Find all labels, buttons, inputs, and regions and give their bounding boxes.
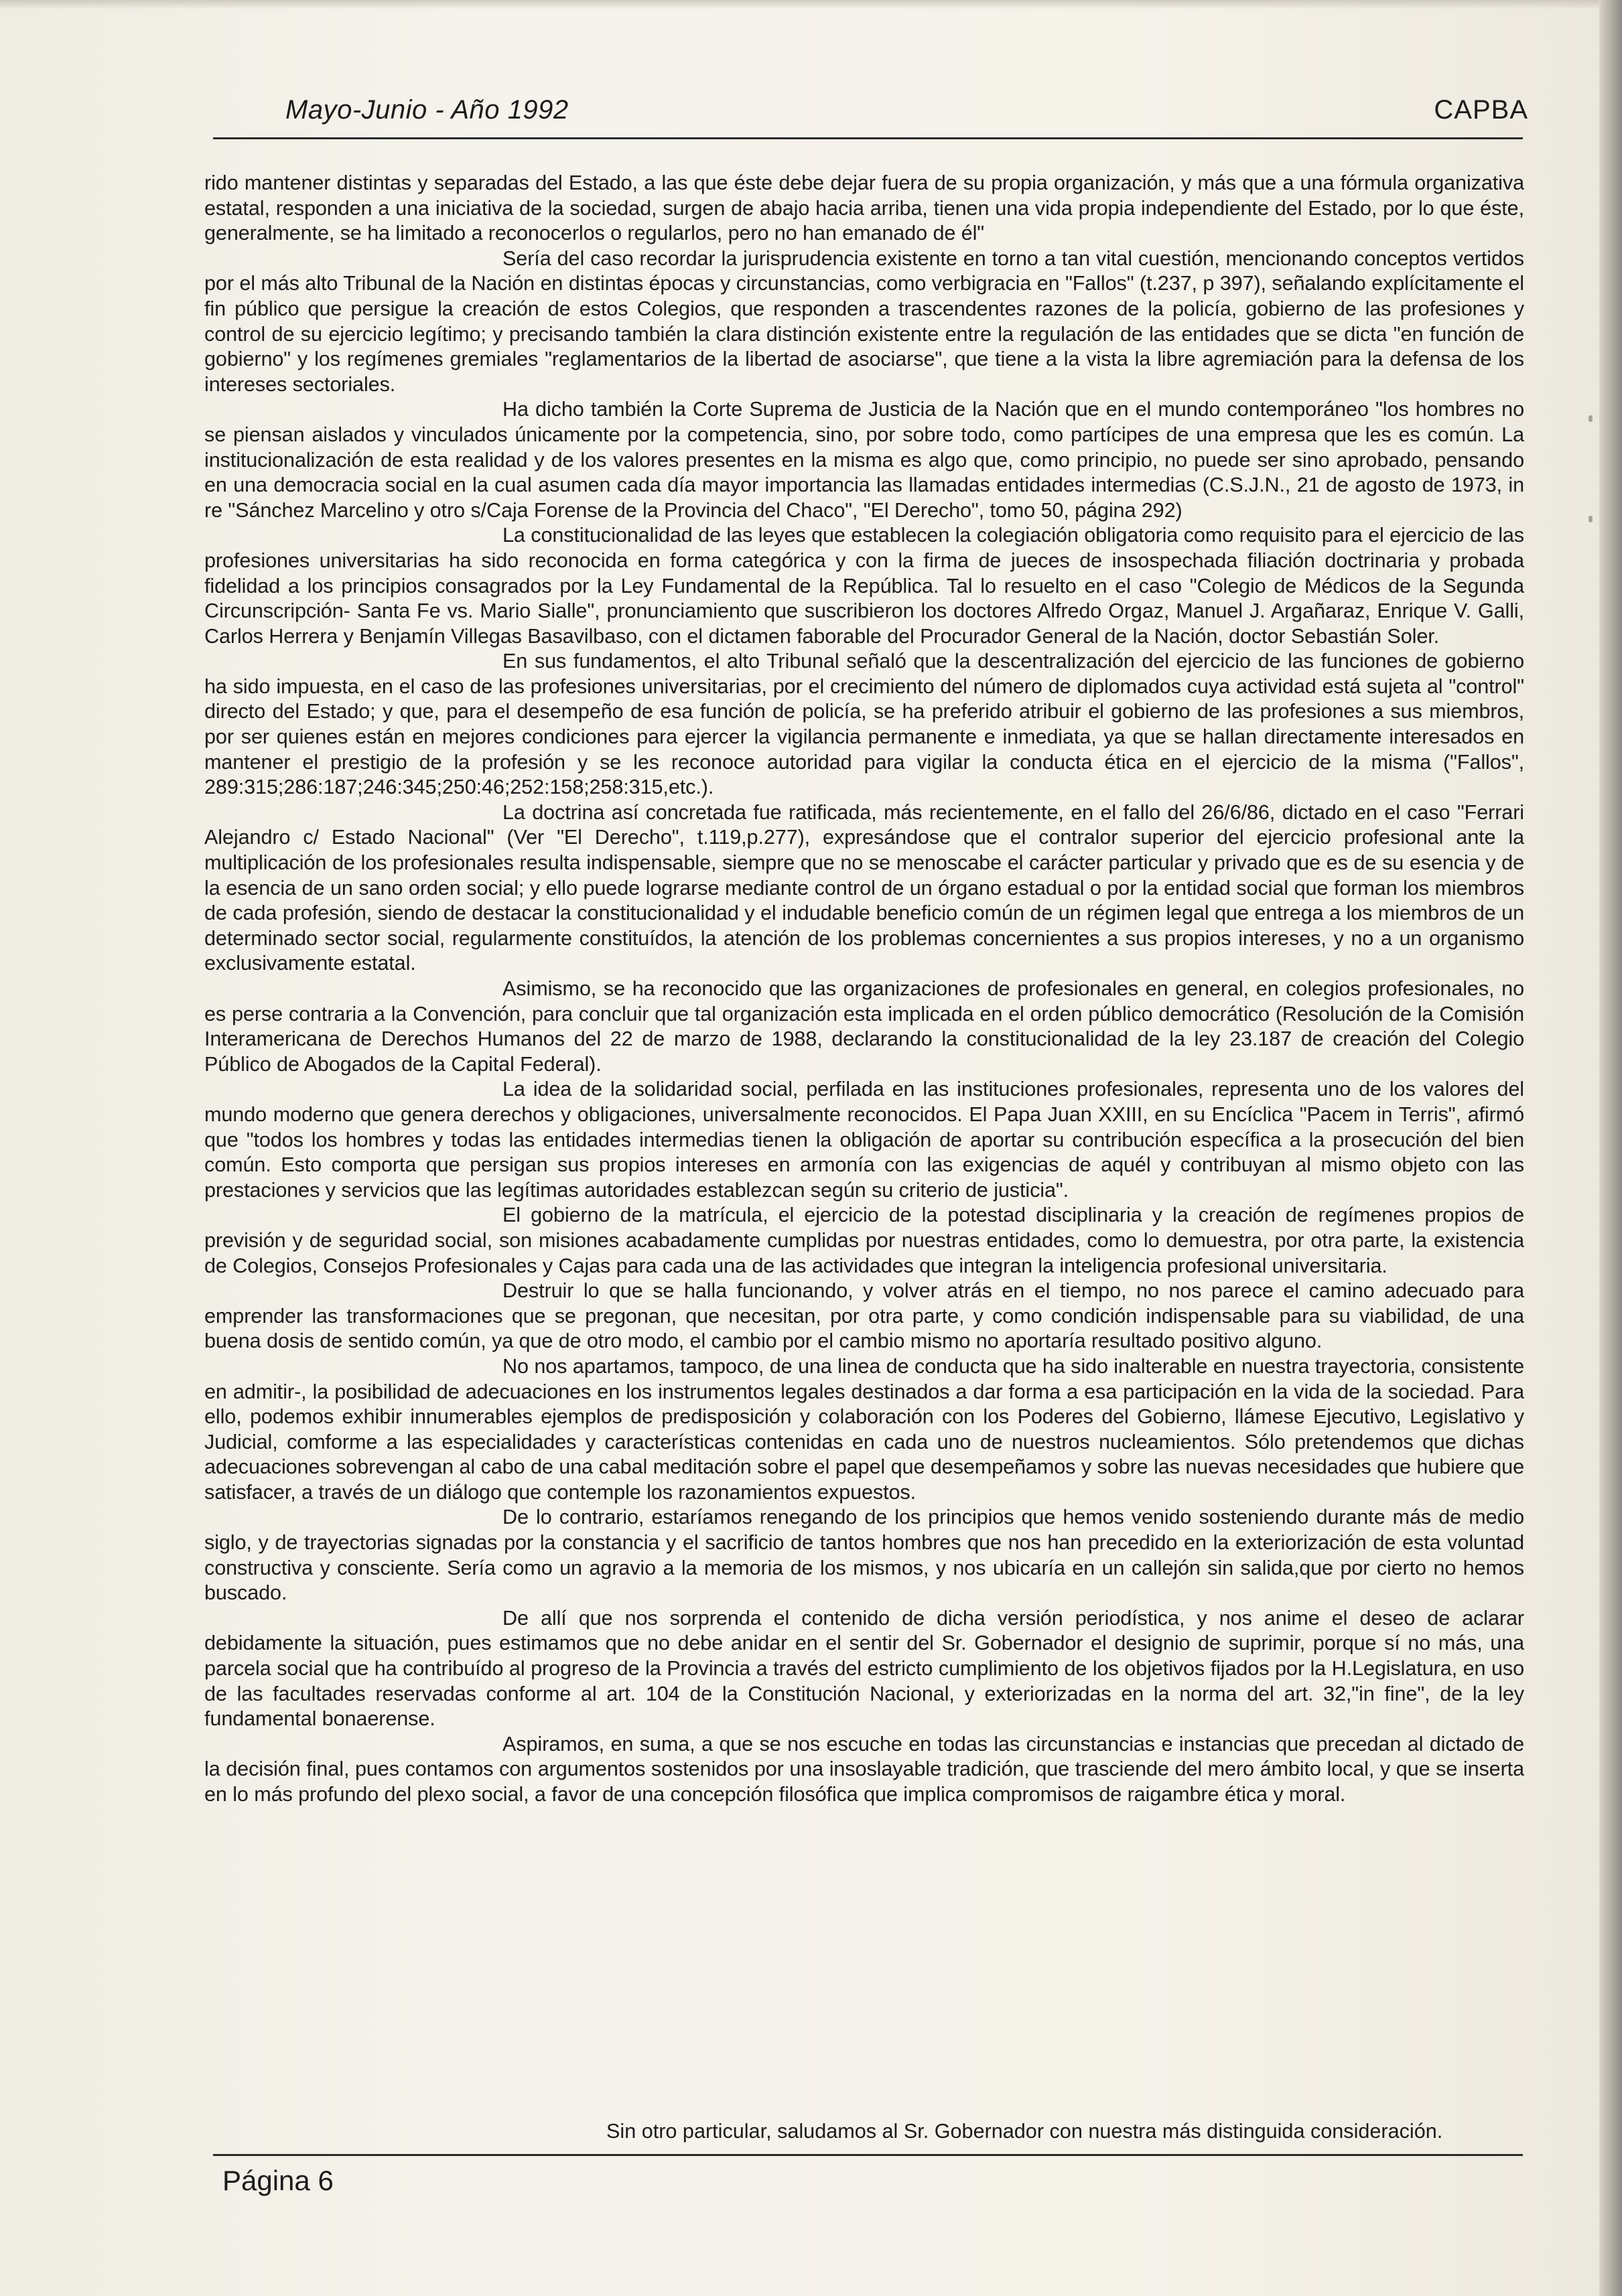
scan-mark <box>1589 415 1593 422</box>
paragraph: Aspiramos, en suma, a que se nos escuche en todas las circunstancias e instancias que precedan al dictado de la decisión final, pues contamos con argumentos sostenidos por una insoslayable tradición, que trasciende del mero ámbito local, y que se inserta en lo más profundo del plexo social, a favor de una concepción filosófica que implica compromisos de raigambre ética y moral. <box>204 1732 1524 1806</box>
paragraph: De lo contrario, estaríamos renegando de los principios que hemos venido sosteniendo durante más de medio siglo, y de trayectorias signadas por la constancia y el sacrificio de tantos hombres que nos han precedido en la exteriorización de esta voluntad constructiva y consciente. Sería como un agravio a la memoria de los mismos, y nos ubicaría en un callejón sin salida,que por cierto no hemos buscado. <box>204 1506 1524 1605</box>
scan-right-edge <box>1599 0 1622 2296</box>
header-org: CAPBA <box>1434 95 1528 125</box>
paragraph: rido mantener distintas y separadas del Estado, a las que éste debe dejar fuera de su propia organización, y más que a una fórmula organizativa estatal, responden a una iniciativa de la sociedad, surgen de abajo hacia arriba, tienen una vida propia independiente del Estado, por lo que éste, generalmente, se ha limitado a reconocerlos o regularlos, pero no han emanado de él" <box>204 171 1524 245</box>
paragraph: En sus fundamentos, el alto Tribunal señaló que la descentralización del ejercicio de las funciones de gobierno ha sido impuesta, en el caso de las profesiones universitarias, por el crecimiento del número de diplomados cuya actividad está sujeta al "control" directo del Estado; y que, para el desempeño de esa función de policía, se ha preferido atribuir el gobierno de las profesiones a sus miembros, por ser quienes están en mejores condiciones para ejercer la vigilancia permanente e inmediata, ya que se hallan directamente interesados en mantener el prestigio de la profesión y se les reconoce autoridad para vigilar la conducta ética en el ejercicio de la misma ("Fallos", 289:315;286:187;246:345;250:46;252:158;258:315,etc.). <box>204 650 1524 799</box>
paragraph: Destruir lo que se halla funcionando, y volver atrás en el tiempo, no nos parece el camino adecuado para emprender las transformaciones que se pregonan, que necesitan, por otra parte, y como condición indispensable para su viabilidad, de una buena dosis de sentido común, ya que de otro modo, el cambio por el cambio mismo no aportaría resultado positivo alguno. <box>204 1279 1524 1353</box>
paragraph: La constitucionalidad de las leyes que establecen la colegiación obligatoria como requisito para el ejercicio de las profesiones universitarias ha sido reconocida en forma categórica y con la firma de jueces de insospechada filiación doctrinaria y probada fidelidad a los principios consagrados por la Ley Fundamental de la República. Tal lo resuelto en el caso "Colegio de Médicos de la Segunda Circunscripción- Santa Fe vs. Mario Sialle", pronunciamiento que suscribieron los doctores Alfredo Orgaz, Manuel J. Argañaraz, Enrique V. Galli, Carlos Herrera y Benjamín Villegas Basavilbaso, con el dictamen faborable del Procurador General de la Nación, doctor Sebastián Soler. <box>204 524 1524 648</box>
scan-top-edge <box>0 0 1622 9</box>
paragraph: El gobierno de la matrícula, el ejercicio de la potestad disciplinaria y la creación de regímenes propios de previsión y de seguridad social, son misiones acabadamente cumplidas por nuestras entidades, como lo demuestra, por otra parte, la existencia de Colegios, Consejos Profesionales y Cajas para cada una de las actividades que integran la inteligencia profesional universitaria. <box>204 1204 1524 1277</box>
paragraph: La idea de la solidaridad social, perfilada en las instituciones profesionales, representa uno de los valores del mundo moderno que genera derechos y obligaciones, universalmente reconocidos. El Papa Juan XXIII, en su Encíclica "Pacem in Terris", afirmó que "todos los hombres y todas las entidades intermedias tienen la obligación de aportar su contribución específica a la prosecución del bien común. Esto comporta que persigan sus propios intereses en armonía con las exigencias de aquél y contribuyan al mismo objeto con las prestaciones y servicios que las legítimas autoridades establezcan según su criterio de justicia". <box>204 1078 1524 1202</box>
scan-mark <box>1589 516 1593 522</box>
page-number: Página 6 <box>222 2165 334 2196</box>
header-rule <box>213 137 1523 139</box>
paragraph: De allí que nos sorprenda el contenido de dicha versión periodística, y nos anime el deseo de aclarar debidamente la situación, pues estimamos que no debe anidar en el sentir del Sr. Gobernador el designio de suprimir, porque sí no más, una parcela social que ha contribuído al progreso de la Provincia a través del estricto cumplimiento de los objetivos fijados por la H.Legislatura, en uso de las facultades reservadas conforme al art. 104 de la Constitución Nacional, y exteriorizadas en la norma del art. 32,"in fine", de la ley fundamental bonaerense. <box>204 1606 1524 1731</box>
paragraph: Asimismo, se ha reconocido que las organizaciones de profesionales en general, en colegios profesionales, no es perse contraria a la Convención, para concluir que tal organización esta implicada en el orden público democrático (Resolución de la Comisión Interamericana de Derechos Humanos del 22 de marzo de 1988, declarando la constitucionalidad de la ley 23.187 de creación del Colegio Público de Abogados de la Capital Federal). <box>204 977 1524 1076</box>
paragraph: La doctrina así concretada fue ratificada, más recientemente, en el fallo del 26/6/86, dictado en el caso "Ferrari Alejandro c/ Estado Nacional" (Ver "El Derecho", t.119,p.277), expresándose que el contralor superior del ejercicio profesional ante la multiplicación de los profesionales resulta indispensable, siempre que no se menoscabe el carácter particular y privado que es de su esencia y de la esencia de un sano orden social; y ello puede lograrse mediante control de un órgano estadual o por la entidad social que forman los miembros de cada profesión, siendo de destacar la constitucionalidad y el indudable beneficio común de un régimen legal que entrega a los miembros de un determinado sector social, regularmente constituídos, la atención de los problemas concernientes a sus propios intereses, y no a un organismo exclusivamente estatal. <box>204 800 1524 975</box>
paragraph: Ha dicho también la Corte Suprema de Justicia de la Nación que en el mundo contemporáneo "los hombres no se piensan aislados y vinculados únicamente por la competencia, sino, por sobre todo, como partícipes de una empresa que les es común. La institucionalización de esta realidad y de los valores presentes en la misma es algo que, como principio, no puede ser sino aprobado, pensando en una democracia social en la cual asumen cada día mayor importancia las llamadas entidades intermedias (C.S.J.N., 21 de agosto de 1973, in re "Sánchez Marcelino y otro s/Caja Forense de la Provincia del Chaco", "El Derecho", tomo 50, página 292) <box>204 398 1524 522</box>
paragraph: No nos apartamos, tampoco, de una linea de conducta que ha sido inalterable en nuestra trayectoria, consistente en admitir-, la posibilidad de adecuaciones en los instrumentos legales destinados a dar forma a esa participación en la vida de la sociedad. Para ello, podemos exhibir innumerables ejemplos de predisposición y colaboración con los Poderes del Gobierno, llámese Ejecutivo, Legislativo y Judicial, comforme a las especialidades y características contenidas en cada uno de nuestros nucleamientos. Sólo pretendemos que dichas adecuaciones sobrevengan al cabo de una cabal meditación sobre el papel que desempeñamos y sobre las nuevas necesidades que hubiere que satisfacer, a través de un diálogo que contemple los razonamientos expuestos. <box>204 1354 1524 1504</box>
closing-line: Sin otro particular, saludamos al Sr. Gobernador con nuestra más distinguida consideración. <box>606 2120 1443 2143</box>
article-body <box>204 171 1524 2133</box>
header-date: Mayo-Junio - Año 1992 <box>285 95 569 125</box>
footer-rule <box>213 2154 1523 2156</box>
paragraph: Sería del caso recordar la jurisprudencia existente en torno a tan vital cuestión, mencionando conceptos vertidos por el más alto Tribunal de la Nación en distintas épocas y circunstancias, como verbigracia en "Fallos" (t.237, p 397), señalando explícitamente el fin público que persigue la creación de estos Colegios, que responden a trascendentes razones de la policía, gobierno de las profesiones y control de su ejercicio legítimo; y precisando también la clara distinción existente entre la regulación de las entidades que se dicta "en función de gobierno" y los regímenes gremiales "reglamentarios de la libertad de asociarse", que tiene a la vista la libre agremiación para la defensa de los intereses sectoriales. <box>204 246 1524 396</box>
